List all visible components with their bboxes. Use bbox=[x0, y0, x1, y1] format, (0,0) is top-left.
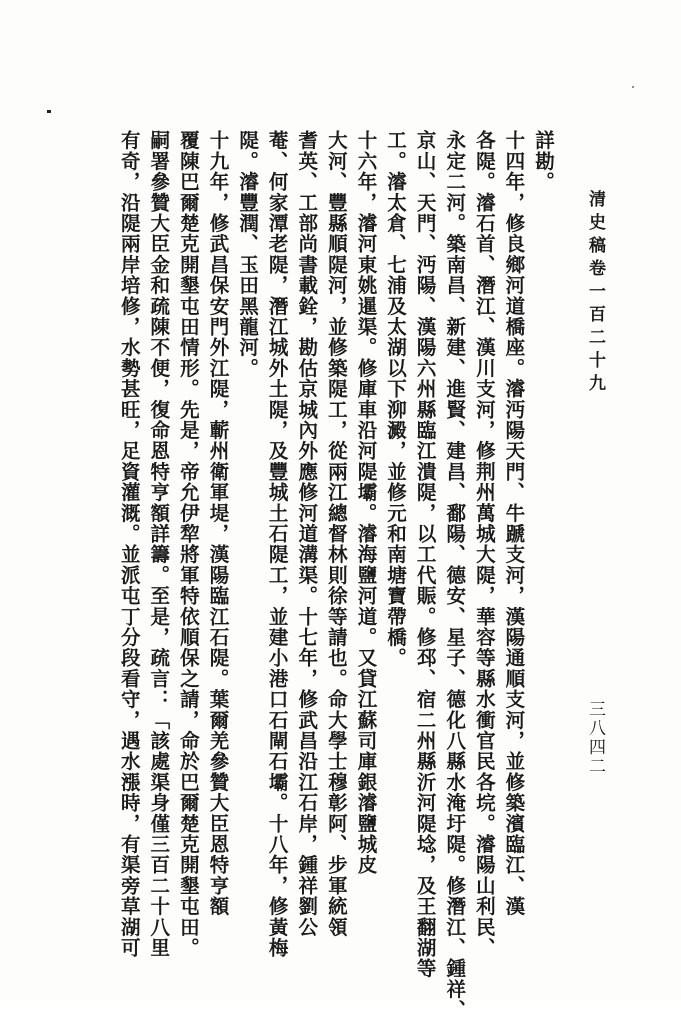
text-line: 工。濬太倉、七浦及太湖以下泖澱，並修元和南塘寶帶橋。 bbox=[384, 130, 408, 669]
text-line: 覆陳巴爾楚克開墾屯田情形。先是，帝允伊犂將軍特依順保之請，命於巴爾楚克開墾屯田。 bbox=[176, 130, 200, 958]
body-text bbox=[114, 130, 558, 1020]
text-line: 十四年，修良鄉河道橋座。濬沔陽天門、牛蹏支河，漢陽通順支河，並修築濱臨江、漢 bbox=[502, 130, 526, 917]
page-number: 三八四二 bbox=[585, 700, 605, 776]
text-line: 各隄。濬石首、潛江、漢川支河，修荆州萬城大隄，華容等縣水衝官民各垸。濬陽山利民、 bbox=[472, 130, 496, 958]
book-title-header: 清史稿卷一百二十九 bbox=[585, 190, 605, 397]
text-line: 隄。濬豐潤、玉田黑龍河。 bbox=[236, 130, 260, 379]
text-line: 嗣署參贊大臣金和疏陳不便，復命恩特亨額詳籌。至是，疏言：「該處渠身僅三百二十八里 bbox=[147, 130, 171, 958]
text-line: 大河、豐縣順隄河，並修築隄工，從兩江總督林則徐等請也。命大學士穆彰阿、步軍統領 bbox=[324, 130, 348, 938]
text-line: 京山、天門、沔陽、漢陽六州縣臨江潰隄，以工代賑。修邳、宿二州縣沂河隄埝，及王翻湖等 bbox=[413, 130, 437, 979]
text-line: 菴、何家潭老隄，潛江城外土隄，及豐城土石隄工，並建小港口石閘石壩。十八年，修黃梅 bbox=[265, 130, 289, 958]
text-line: 永定二河。築南昌、新建、進賢、建昌、鄱陽、德安、星子、德化八縣水淹圩隄。修潛江、鍾祥、 bbox=[443, 130, 467, 1020]
text-line: 耆英、工部尚書載銓，勘估京城內外應修河道溝渠。十七年，修武昌沿江石岸，鍾祥劉公 bbox=[295, 130, 319, 938]
text-line: 十九年，修武昌保安門外江隄，蘄州衛軍堤，漢陽臨江石隄。葉爾羌參贊大臣恩特亨額 bbox=[206, 130, 230, 917]
scan-speck bbox=[632, 86, 634, 88]
text-line: 有奇，沿隄兩岸培修，水勢甚旺，足資灌溉。並派屯丁分段看守，遇水漲時，有渠旁草湖可 bbox=[117, 130, 141, 958]
text-line: 詳勘。 bbox=[532, 130, 555, 193]
scan-speck bbox=[47, 110, 51, 113]
text-line: 十六年，濬河東姚暹渠。修庫車沿河隄壩。濬海鹽河道。又貸江蘇司庫銀濬鹽城皮 bbox=[354, 130, 378, 876]
